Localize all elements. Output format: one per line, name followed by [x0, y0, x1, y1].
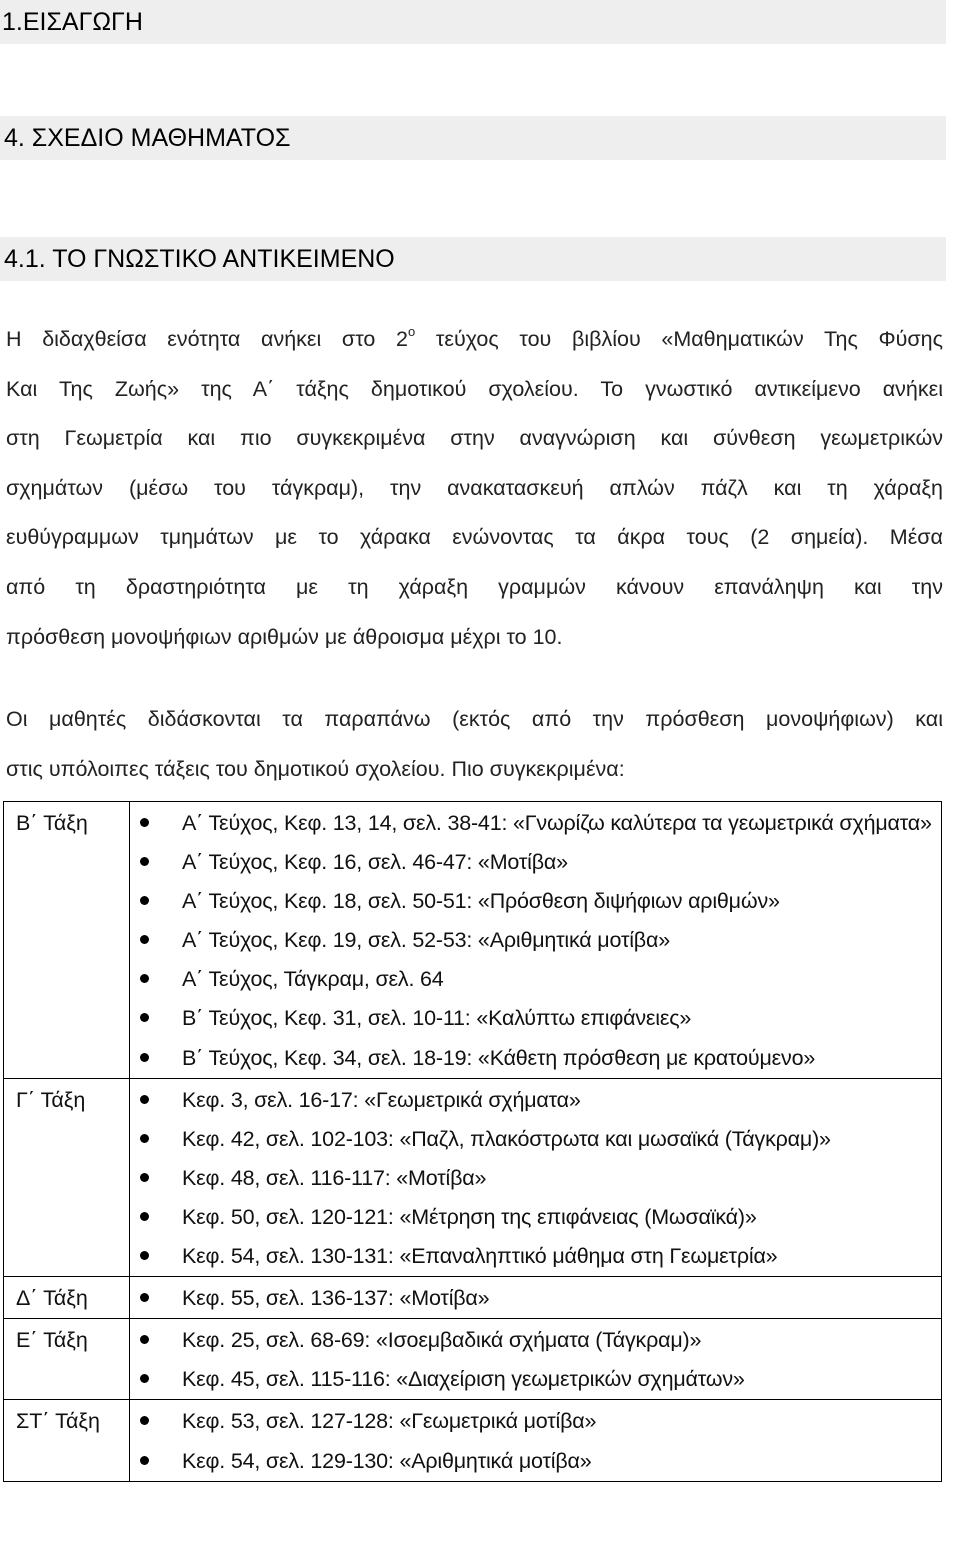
paragraph-text: τεύχος του βιβλίου «Μαθηματικών Της Φύσης — [415, 327, 943, 351]
chapter-list — [130, 1081, 941, 1276]
chapter-list-item: Κεφ. 3, σελ. 16-17: «Γεωμετρικά σχήματα» — [130, 1081, 941, 1120]
table-row — [4, 1319, 942, 1400]
grade-cell: Β΄ Τάξη — [4, 802, 130, 1079]
chapter-list-item: Κεφ. 42, σελ. 102-103: «Παζλ, πλακόστρωτα και μωσαϊκά (Τάγκραμ)» — [130, 1120, 941, 1159]
paragraph-line: στις υπόλοιπες τάξεις του δημοτικού σχολείου. Πιο συγκεκριμένα: — [6, 756, 625, 781]
chapter-list — [130, 1279, 941, 1318]
paragraph-text: Η διδαχθείσα ενότητα ανήκει στο 2 — [6, 327, 408, 351]
chapters-cell — [130, 1078, 942, 1276]
chapter-list-item: Α΄ Τεύχος, Τάγκραμ, σελ. 64 — [130, 960, 941, 999]
grades-chapters-table — [3, 801, 942, 1482]
paragraph-line: ευθύγραμμων τμημάτων με το χάρακα ενώνοντας τα άκρα τους (2 σημεία). Μέσα — [6, 525, 943, 550]
chapters-cell — [130, 1277, 942, 1319]
paragraph-line: Και Της Ζωής» της Α΄ τάξης δημοτικού σχολείου. Το γνωστικό αντικείμενο ανήκει — [6, 376, 943, 401]
table-row — [4, 1277, 942, 1319]
chapter-list-item: Κεφ. 48, σελ. 116-117: «Μοτίβα» — [130, 1159, 941, 1198]
chapter-list — [130, 1321, 941, 1399]
chapter-list-item: Κεφ. 50, σελ. 120-121: «Μέτρηση της επιφάνειας (Μωσαϊκά)» — [130, 1198, 941, 1237]
chapter-list-item: Β΄ Τεύχος, Κεφ. 31, σελ. 10-11: «Καλύπτω επιφάνειες» — [130, 999, 941, 1038]
paragraph-line: Οι μαθητές διδάσκονται τα παραπάνω (εκτός από την πρόσθεση μονοψήφιων) και — [6, 707, 943, 731]
paragraph-line — [6, 315, 943, 365]
paragraph-line: σχημάτων (μέσω του τάγκραμ), την ανακατασκευή απλών πάζλ και τη χάραξη — [6, 475, 943, 500]
grade-cell: ΣΤ΄ Τάξη — [4, 1400, 130, 1481]
table-row — [4, 802, 942, 1079]
grades-paragraph — [6, 695, 943, 794]
chapters-cell — [130, 1319, 942, 1400]
grade-cell: Δ΄ Τάξη — [4, 1277, 130, 1319]
intro-paragraph — [6, 315, 943, 662]
table-row — [4, 1078, 942, 1276]
section-heading-subject: 4.1. ΤΟ ΓΝΩΣΤΙΚΟ ΑΝΤΙΚΕΙΜΕΝΟ — [0, 237, 946, 281]
section-heading-introduction: 1.ΕΙΣΑΓΩΓΗ — [0, 0, 946, 44]
chapter-list — [130, 1402, 941, 1480]
chapter-list-item: Κεφ. 55, σελ. 136-137: «Μοτίβα» — [130, 1279, 941, 1318]
section-heading-lesson-plan: 4. ΣΧΕΔΙΟ ΜΑΘΗΜΑΤΟΣ — [0, 116, 946, 160]
table-body — [4, 802, 942, 1482]
chapter-list-item: Κεφ. 25, σελ. 68-69: «Ισοεμβαδικά σχήματα (Τάγκραμ)» — [130, 1321, 941, 1360]
chapter-list-item: Α΄ Τεύχος, Κεφ. 16, σελ. 46-47: «Μοτίβα» — [130, 843, 941, 882]
paragraph-line: πρόσθεση μονοψήφιων αριθμών με άθροισμα μέχρι το 10. — [6, 624, 563, 649]
ordinal-superscript: ο — [407, 324, 416, 339]
paragraph-line: από τη δραστηριότητα με τη χάραξη γραμμών κάνουν επανάληψη και την — [6, 574, 943, 599]
grade-cell: Γ΄ Τάξη — [4, 1078, 130, 1276]
paragraph-line: στη Γεωμετρία και πιο συγκεκριμένα στην αναγνώριση και σύνθεση γεωμετρικών — [6, 426, 943, 451]
chapter-list-item: Κεφ. 54, σελ. 130-131: «Επαναληπτικό μάθημα στη Γεωμετρία» — [130, 1237, 941, 1276]
chapter-list-item: Κεφ. 53, σελ. 127-128: «Γεωμετρικά μοτίβα» — [130, 1402, 941, 1441]
table-row — [4, 1400, 942, 1481]
chapter-list-item: Α΄ Τεύχος, Κεφ. 18, σελ. 50-51: «Πρόσθεση διψήφιων αριθμών» — [130, 882, 941, 921]
chapters-cell — [130, 802, 942, 1079]
chapters-cell — [130, 1400, 942, 1481]
chapter-list-item: Κεφ. 54, σελ. 129-130: «Αριθμητικά μοτίβα» — [130, 1442, 941, 1481]
chapter-list-item: Κεφ. 45, σελ. 115-116: «Διαχείριση γεωμετρικών σχημάτων» — [130, 1360, 941, 1399]
chapter-list-item: Α΄ Τεύχος, Κεφ. 13, 14, σελ. 38-41: «Γνωρίζω καλύτερα τα γεωμετρικά σχήματα» — [130, 804, 941, 843]
chapter-list — [130, 804, 941, 1078]
grade-cell: Ε΄ Τάξη — [4, 1319, 130, 1400]
chapter-list-item: Β΄ Τεύχος, Κεφ. 34, σελ. 18-19: «Κάθετη πρόσθεση με κρατούμενο» — [130, 1039, 941, 1078]
chapter-list-item: Α΄ Τεύχος, Κεφ. 19, σελ. 52-53: «Αριθμητικά μοτίβα» — [130, 921, 941, 960]
